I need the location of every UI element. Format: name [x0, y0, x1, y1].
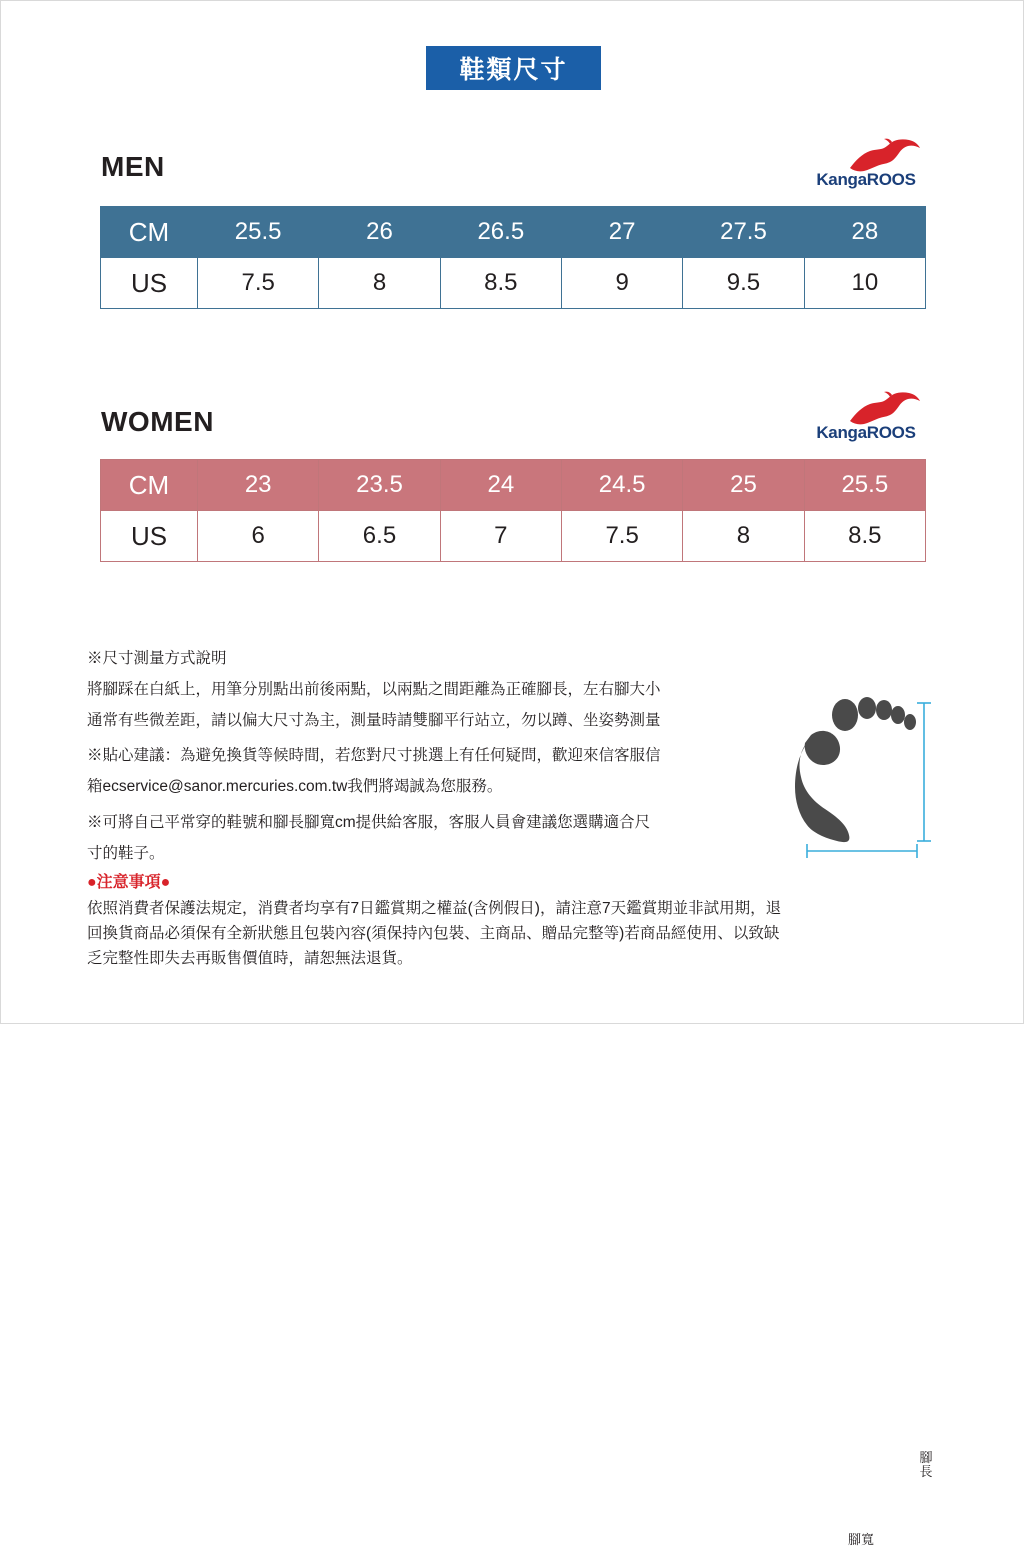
kangaroo-icon [846, 391, 922, 425]
cell: 25.5 [804, 460, 925, 511]
men-size-table [100, 206, 926, 309]
cell: 8 [319, 258, 440, 309]
note-advice-line4: 寸的鞋子。 [87, 844, 165, 862]
note-measure-line1: 將腳踩在白紙上，用筆分別點出前後兩點，以兩點之間距離為正確腳長，左右腳大小 [87, 681, 661, 699]
warning-body [87, 896, 947, 971]
cell: 26.5 [440, 207, 561, 258]
cell: 24.5 [561, 460, 682, 511]
row-label: CM [101, 207, 198, 258]
cell: 23 [198, 460, 319, 511]
foot-width-label: 腳寬 [847, 1532, 874, 1547]
warning-title: ●注意事項● [87, 874, 171, 891]
cell: 8.5 [440, 258, 561, 309]
brand-name-men: KangaROOS [816, 170, 916, 189]
table-row [101, 207, 926, 258]
cell: 8 [683, 511, 804, 562]
note-advice-line2: 箱ecservice@sanor.mercuries.com.tw我們將竭誠為您服務。 [87, 778, 503, 796]
table-row [101, 511, 926, 562]
brand-logo-women [806, 391, 926, 449]
brand-logo-men [806, 138, 926, 196]
cell: 23.5 [319, 460, 440, 511]
kangaroo-icon [846, 138, 922, 172]
note-measure-title: ※尺寸測量方式說明 [87, 650, 227, 667]
cell: 28 [804, 207, 925, 258]
cell: 9.5 [683, 258, 804, 309]
warning-line2: 回換貨商品必須保有全新狀態且包裝內容(須保持內包裝、主商品、贈品完整等)若商品經使用、以致缺 [87, 925, 780, 943]
row-label: CM [101, 460, 198, 511]
row-label: US [101, 258, 198, 309]
cell: 7.5 [198, 258, 319, 309]
measurement-notes [87, 646, 797, 872]
cell: 24 [440, 460, 561, 511]
cell: 8.5 [804, 511, 925, 562]
cell: 25 [683, 460, 804, 511]
table-row [101, 460, 926, 511]
warning-line3: 乏完整性即失去再販售價值時，請恕無法退貨。 [87, 950, 413, 968]
women-size-table [100, 459, 926, 562]
footprint-icon [791, 691, 951, 866]
cell: 7 [440, 511, 561, 562]
note-advice-line1: ※貼心建議：為避免換貨等候時間，若您對尺寸挑選上有任何疑問，歡迎來信客服信 [87, 747, 661, 765]
cell: 9 [561, 258, 682, 309]
table-row [101, 258, 926, 309]
cell: 6 [198, 511, 319, 562]
foot-length-label: 腳長 [919, 1450, 933, 1479]
note-advice-line3: ※可將自己平常穿的鞋號和腳長腳寬cm提供給客服，客服人員會建議您選購適合尺 [87, 813, 651, 831]
foot-measure-diagram [791, 691, 951, 1547]
brand-name-women: KangaROOS [816, 423, 916, 442]
cell: 7.5 [561, 511, 682, 562]
warning-line1: 依照消費者保護法規定，消費者均享有7日鑑賞期之權益(含例假日)，請注意7天鑑賞期並非試用期，退 [87, 900, 782, 917]
cell: 27 [561, 207, 682, 258]
cell: 25.5 [198, 207, 319, 258]
cell: 6.5 [319, 511, 440, 562]
cell: 26 [319, 207, 440, 258]
page-title: 鞋類尺寸 [426, 46, 601, 90]
cell: 27.5 [683, 207, 804, 258]
women-section-label: WOMEN [101, 406, 214, 437]
men-section-label: MEN [101, 151, 165, 182]
row-label: US [101, 511, 198, 562]
note-measure-line2: 通常有些微差距，請以偏大尺寸為主，測量時請雙腳平行站立，勿以蹲、坐姿勢測量 [87, 712, 661, 730]
cell: 10 [804, 258, 925, 309]
